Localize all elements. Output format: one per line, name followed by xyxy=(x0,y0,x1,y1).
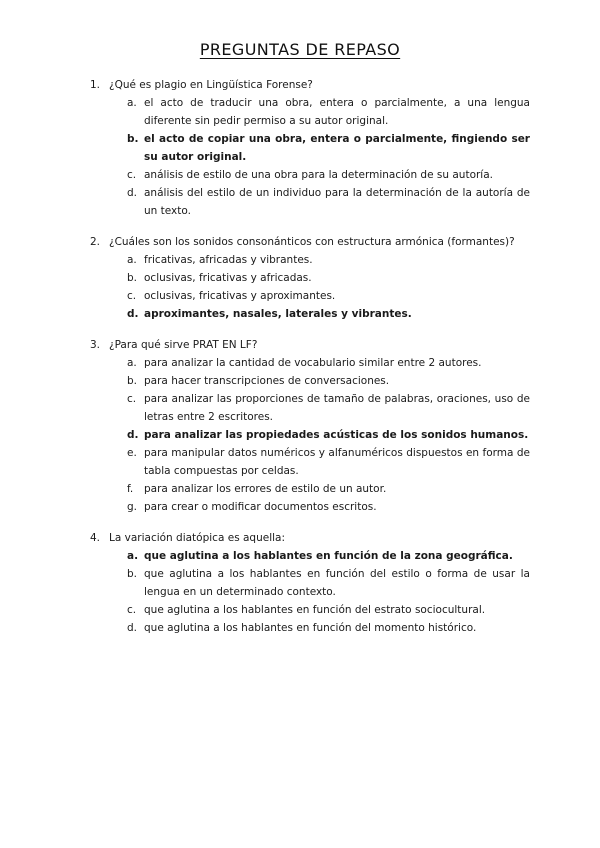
question-number: 1. xyxy=(90,79,101,91)
option-letter: a. xyxy=(127,357,137,369)
answer-option xyxy=(127,184,530,220)
answer-option xyxy=(127,444,530,480)
question-text: La variación diatópica es aquella: xyxy=(109,532,286,544)
option-letter: b. xyxy=(127,375,138,387)
option-text: fricativas, africadas y vibrantes. xyxy=(144,254,313,266)
option-text: oclusivas, fricativas y aproximantes. xyxy=(144,290,336,302)
answer-option xyxy=(127,390,530,426)
option-text: para hacer transcripciones de conversaciones. xyxy=(144,375,390,387)
option-text: aproximantes, nasales, laterales y vibrantes. xyxy=(144,308,412,320)
answer-options xyxy=(127,94,530,220)
option-text: que aglutina a los hablantes en función del momento histórico. xyxy=(144,622,477,634)
answer-options xyxy=(127,354,530,516)
answer-option-correct xyxy=(127,426,530,444)
option-text: que aglutina a los hablantes en función de la zona geográfica. xyxy=(144,550,513,562)
question-item xyxy=(90,336,530,516)
option-letter: d. xyxy=(127,622,138,634)
option-text: para analizar las proporciones de tamaño de palabras, oraciones, uso de letras entre 2 escritores. xyxy=(144,393,530,423)
question-item xyxy=(90,529,530,637)
option-text: que aglutina a los hablantes en función del estilo o forma de usar la lengua en un determinado contexto. xyxy=(144,568,530,598)
answer-options xyxy=(127,547,530,637)
answer-option xyxy=(127,166,530,184)
question-text: ¿Cuáles son los sonidos consonánticos con estructura armónica (formantes)? xyxy=(109,236,515,248)
option-letter: a. xyxy=(127,97,137,109)
option-letter: a. xyxy=(127,254,137,266)
answer-option-correct xyxy=(127,547,530,565)
option-text: el acto de traducir una obra, entera o parcialmente, a una lengua diferente sin pedir permiso a su autor original. xyxy=(144,97,530,127)
answer-option xyxy=(127,354,530,372)
option-text: para crear o modificar documentos escritos. xyxy=(144,501,377,513)
page-title: PREGUNTAS DE REPASO xyxy=(199,40,401,59)
option-text: para analizar las propiedades acústicas de los sonidos humanos. xyxy=(144,429,529,441)
option-letter: f. xyxy=(127,483,134,495)
option-text: para analizar los errores de estilo de un autor. xyxy=(144,483,387,495)
option-text: que aglutina a los hablantes en función del estrato sociocultural. xyxy=(144,604,486,616)
option-letter: d. xyxy=(127,308,139,320)
option-letter: c. xyxy=(127,393,137,405)
answer-option xyxy=(127,565,530,601)
question-number: 3. xyxy=(90,339,101,351)
answer-option xyxy=(127,601,530,619)
answer-option xyxy=(127,94,530,130)
option-letter: b. xyxy=(127,133,139,145)
question-item xyxy=(90,76,530,220)
answer-option xyxy=(127,251,530,269)
option-letter: c. xyxy=(127,604,137,616)
option-text: el acto de copiar una obra, entera o parcialmente, fingiendo ser su autor original. xyxy=(144,133,530,163)
question-list xyxy=(90,76,530,650)
option-letter: d. xyxy=(127,429,139,441)
option-letter: g. xyxy=(127,501,138,513)
answer-option xyxy=(127,269,530,287)
option-letter: d. xyxy=(127,187,138,199)
answer-option xyxy=(127,372,530,390)
answer-option xyxy=(127,498,530,516)
answer-option xyxy=(127,287,530,305)
option-text: análisis de estilo de una obra para la determinación de su autoría. xyxy=(144,169,493,181)
question-text: ¿Para qué sirve PRAT EN LF? xyxy=(109,339,258,351)
question-number: 4. xyxy=(90,532,101,544)
question-text: ¿Qué es plagio en Lingüística Forense? xyxy=(109,79,313,91)
option-letter: b. xyxy=(127,272,138,284)
option-letter: a. xyxy=(127,550,139,562)
option-text: para analizar la cantidad de vocabulario similar entre 2 autores. xyxy=(144,357,482,369)
option-letter: b. xyxy=(127,568,138,580)
option-letter: c. xyxy=(127,169,137,181)
question-number: 2. xyxy=(90,236,101,248)
answer-option-correct xyxy=(127,130,530,166)
answer-option xyxy=(127,619,530,637)
option-text: oclusivas, fricativas y africadas. xyxy=(144,272,312,284)
option-text: análisis del estilo de un individuo para la determinación de la autoría de un texto. xyxy=(144,187,530,217)
option-letter: e. xyxy=(127,447,137,459)
option-letter: c. xyxy=(127,290,137,302)
question-item xyxy=(90,233,530,323)
answer-options xyxy=(127,251,530,323)
answer-option-correct xyxy=(127,305,530,323)
option-text: para manipular datos numéricos y alfanuméricos dispuestos en forma de tabla compuestas por celdas. xyxy=(144,447,530,477)
answer-option xyxy=(127,480,530,498)
